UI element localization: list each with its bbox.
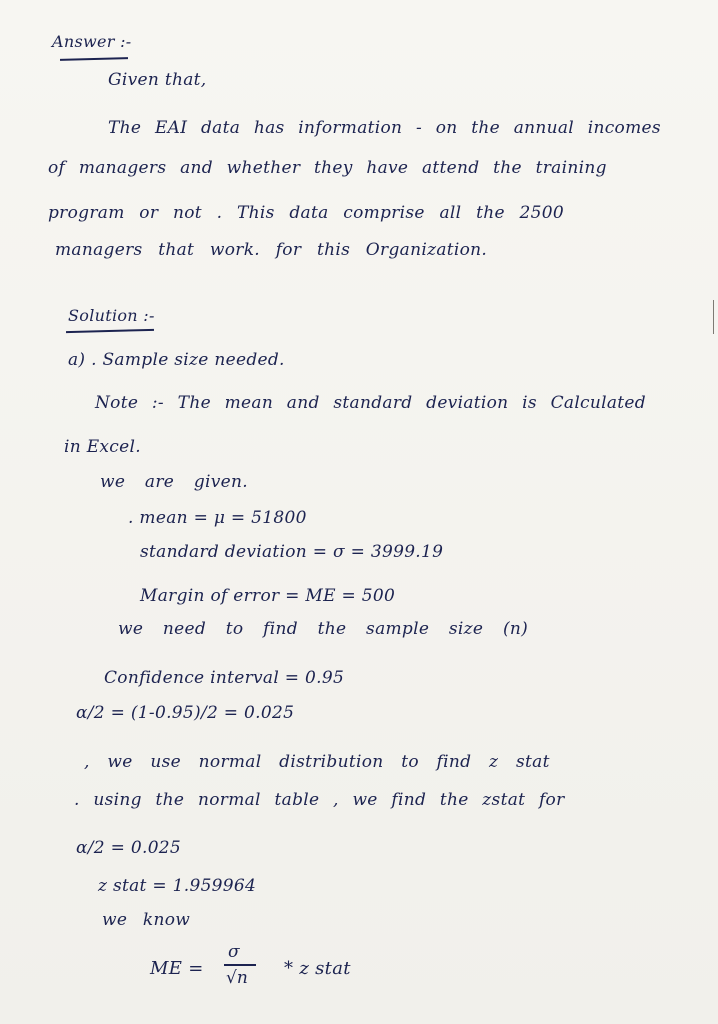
normal-distribution-line: , we use normal distribution to find z stat xyxy=(84,752,550,772)
text-line-1: The EAI data has information - on the annual incomes xyxy=(108,118,661,138)
confidence-line: Confidence interval = 0.95 xyxy=(104,668,345,688)
text-line-3: program or not . This data comprise all the 2500 xyxy=(48,203,564,223)
alpha-line: α/2 = (1-0.95)/2 = 0.025 xyxy=(76,703,295,723)
z-stat-line: z stat = 1.959964 xyxy=(98,876,257,896)
fraction-numerator: σ xyxy=(228,942,240,962)
text-line-4: managers that work. for this Organization. xyxy=(55,240,488,260)
fraction-denominator: √n xyxy=(226,968,248,988)
solution-heading: Solution :- xyxy=(68,306,155,325)
normal-table-line: . using the normal table , we find the zstat for xyxy=(74,790,565,810)
answer-underline xyxy=(60,57,128,61)
scan-edge-mark xyxy=(713,300,714,334)
alpha-value-line: α/2 = 0.025 xyxy=(76,838,182,858)
sd-line: standard deviation = σ = 3999.19 xyxy=(140,542,444,562)
me-formula-left: ME = xyxy=(150,958,204,979)
we-know-line: we know xyxy=(102,910,191,930)
need-line: we need to find the sample size (n) xyxy=(118,619,529,639)
given-line: we are given. xyxy=(100,472,248,492)
solution-underline xyxy=(66,329,154,333)
part-a-line: a) . Sample size needed. xyxy=(68,350,285,370)
fraction-bar xyxy=(224,964,256,966)
margin-error-line: Margin of error = ME = 500 xyxy=(140,586,396,606)
me-formula-right: * z stat xyxy=(284,958,351,979)
excel-line: in Excel. xyxy=(64,437,141,457)
given-that-line: Given that, xyxy=(108,70,207,90)
text-line-2: of managers and whether they have attend the training xyxy=(48,158,607,178)
note-line: Note :- The mean and standard deviation is Calculated xyxy=(95,393,646,413)
answer-heading: Answer :- xyxy=(52,32,132,51)
mean-line: . mean = μ = 51800 xyxy=(128,508,307,528)
sigma-over-root-n-fraction xyxy=(228,942,268,996)
